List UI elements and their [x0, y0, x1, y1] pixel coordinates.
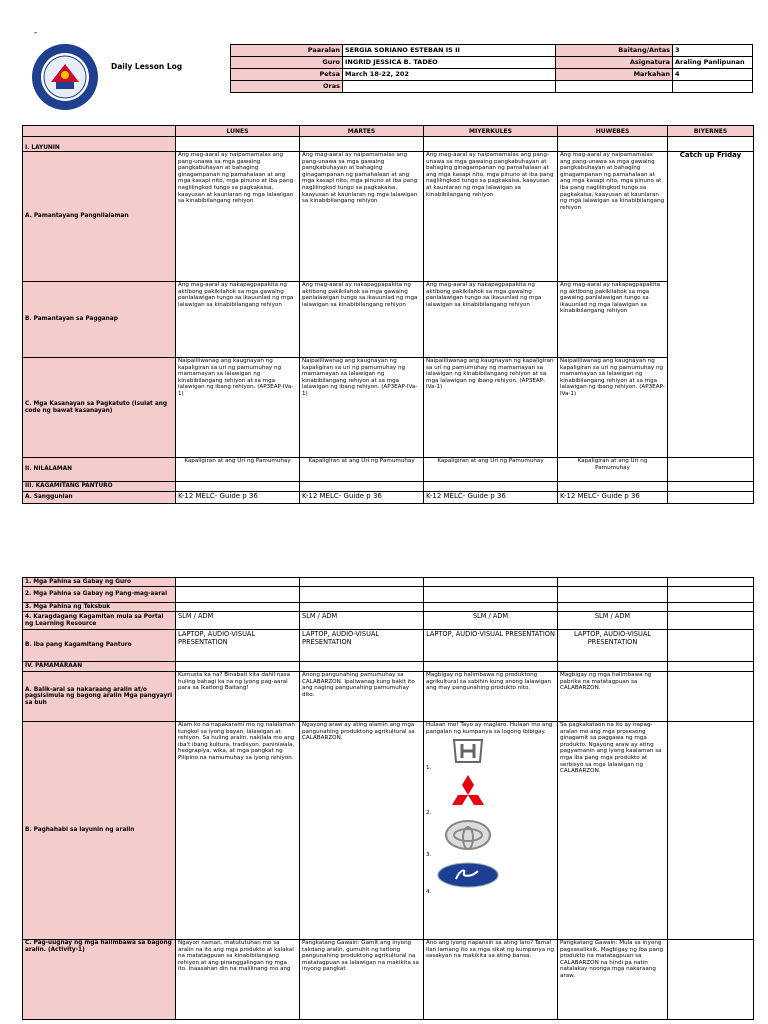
row-label: IV. PAMAMARAAN — [23, 662, 176, 672]
empty-cell — [424, 662, 558, 672]
day-header: LUNES — [176, 126, 300, 137]
corner-cell — [23, 126, 176, 137]
content-cell: Magbigay ng mga halimbawa ng pabrika na matatagpuan sa CALABARZON. — [558, 672, 668, 722]
row-label: B. Iba pang Kagamitang Panturo — [23, 630, 176, 662]
content-cell: Pangkatang Gawain: Mula sa inyong pagsasaliksik, Magbigay ng iba pang produkto na matatagpuan sa CALABARZON na hindi pa natin natalakay noonga mga nakaraang araw. — [558, 940, 668, 1020]
row-label: C. Mga Kasanayan sa Pagkatuto (Isulat ang code ng bawat kasanayan) — [23, 358, 176, 458]
logo-game-cell — [424, 722, 558, 940]
content-cell: Kumusta ka na? Binabati kita dahil nasa huling bahagi ka na ng iyong pag-aaral para sa Ikatlong Baitang! — [176, 672, 300, 722]
date-value: March 18-22, 202 — [343, 69, 556, 81]
quarter-label: Markahan — [556, 69, 673, 81]
empty-cell — [668, 578, 754, 587]
toyota-logo-icon — [434, 818, 502, 852]
grade-label: Baitang/Antas — [556, 45, 673, 57]
empty-cell — [176, 587, 300, 603]
row-label: C. Pag-uugnay ng mga halimbawa sa bagong aralin. (Activity-1) — [23, 940, 176, 1020]
content-cell: Naipaliliwanag ang kaugnayan ng kapaligiran sa uri ng pamumuhay ng mamamayan sa lalawigan ng kinabibilangang rehiyon at sa mga lalawigan ng ibang rehiyon. (AP3EAP-IVa-1) — [300, 358, 424, 458]
empty-cell — [176, 137, 300, 152]
empty-cell — [668, 940, 754, 1020]
empty-cell — [300, 603, 424, 612]
day-header: MIYERKULES — [424, 126, 558, 137]
empty-cell — [668, 458, 754, 482]
empty-cell — [668, 482, 754, 492]
content-cell: Magbigay ng halimbawa ng produktong agrikultural sa sabihin kung anong lalawigan ang may pangunahing produkto nito. — [424, 672, 558, 722]
catch-up-friday: Catch up Friday — [668, 152, 754, 458]
content-cell: Ang mag-aaral ay nakapagpapakita ng aktibong pakikilahok sa mga gawaing panlalawigan tungo sa ikauunlad ng mga lalawigan sa kinabibilangang rehiyon — [424, 282, 558, 358]
row-label: 1. Mga Pahina sa Gabay ng Guro — [23, 578, 176, 587]
empty-cell — [668, 630, 754, 662]
logo-number: 4. — [426, 888, 432, 895]
empty-cell — [673, 81, 753, 93]
teacher-value: INGRID JESSICA B. TADEO — [343, 57, 556, 69]
content-cell: Kapaligiran at ang Uri ng Pamumuhay — [176, 458, 300, 482]
empty-cell — [668, 722, 754, 940]
row-label: B. Pamantayan sa Pagganap — [23, 282, 176, 358]
empty-cell — [176, 662, 300, 672]
content-cell: Naipaliliwanag ang kaugnayan ng kapaligiran sa uri ng pamumuhay ng mamamayan sa lalawigan ng kinabibilangang rehiyon at sa mga lalawigan ng ibang rehiyon. (AP3EAP-IVa-1) — [424, 358, 558, 458]
content-cell: SLM / ADM — [300, 612, 424, 630]
empty-cell — [176, 603, 300, 612]
logo-number: 3. — [426, 852, 432, 859]
time-label: Oras — [231, 81, 343, 93]
content-cell: SLM / ADM — [176, 612, 300, 630]
content-cell: LAPTOP, AUDIO-VISUAL PRESENTATION — [558, 630, 668, 662]
row-label: II. NILALAMAN — [23, 458, 176, 482]
empty-cell — [176, 578, 300, 587]
empty-cell — [300, 137, 424, 152]
quarter-value: 4 — [673, 69, 753, 81]
teacher-label: Guro — [231, 57, 343, 69]
empty-cell — [300, 482, 424, 492]
empty-cell — [668, 662, 754, 672]
empty-cell — [424, 587, 558, 603]
grade-value: 3 — [673, 45, 753, 57]
ford-logo-icon — [434, 861, 502, 889]
deped-seal-icon — [30, 42, 100, 112]
empty-cell — [558, 587, 668, 603]
content-cell: LAPTOP, AUDIO-VISUAL PRESENTATION — [300, 630, 424, 662]
empty-cell — [558, 603, 668, 612]
school-label: Paaralan — [231, 45, 343, 57]
content-cell: Ano ang iyong napansin sa ating laro? Tama! Ilan lamang ito sa mga sikat ng kumpanya ng sasakyan na makikita sa ating bansa. — [424, 940, 558, 1020]
procedures-table — [22, 577, 754, 1020]
empty-cell — [424, 603, 558, 612]
empty-cell — [668, 612, 754, 630]
day-header: HUWEBES — [558, 126, 668, 137]
school-value: SERGIA SORIANO ESTEBAN IS II — [343, 45, 556, 57]
content-cell: Pangkatang Gawain: Gamit ang inyong takdang aralin, gumuhit ng tatlong pangunahing produktong agrikultural na matatagpuan sa lalawigan na makikita sa inyong pangkat — [300, 940, 424, 1020]
content-cell: Ang mag-aaral ay naipamamalas ang pang-unawa sa mga gawaing pangkabuhayan at bahaging ginagampanan ng pamahalaan at ang mga kasapi nito, mga pinuno at iba pang naglilingkod tungo sa pagkakaisa, kaayusan at kaunlaran ng mga lalawigan sa kinabibilangang rehiyon — [424, 152, 558, 282]
content-cell: SLM / ADM — [558, 612, 668, 630]
empty-cell — [424, 137, 558, 152]
content-cell: K-12 MELC- Guide p 36 — [300, 492, 424, 504]
subject-label: Asignatura — [556, 57, 673, 69]
empty-cell — [668, 137, 754, 152]
game-instructions: Hulaan mo! Tayo ay maglaro. Hulaan mo ang pangalan ng kumpanya sa logong ibibigay. — [426, 722, 553, 735]
row-label: B. Paghahabi sa layunin ng aralin — [23, 722, 176, 940]
content-cell: Kapaligiran at ang Uri ng Pamumuhay — [558, 458, 668, 482]
row-label: III. KAGAMITANG PANTURO — [23, 482, 176, 492]
content-cell: Ang mag-aaral ay nakapagpapakita ng aktibong pakikilahok sa mga gawaing panlalawigan tungo sa ikauunlad ng mga lalawigan sa kinabibilangang rehiyon — [558, 282, 668, 358]
section-layunin: I. LAYUNIN — [23, 137, 176, 152]
content-cell: Ang mag-aaral ay nakapagpapakita ng aktibong pakikilahok sa mga gawaing panlalawigan tungo sa ikauunlad ng mga lalawigan sa kinabibilangang rehiyon — [176, 282, 300, 358]
content-cell: Ang mag-aaral ay naipamamalas ang pang-unawa sa mga gawaing pangkabuhayan at bahaging ginagampanan ng pamahalaan at ang mga kasapi nito, mga pinuno at iba pang naglilingkod tungo sa pagkakaisa, kaayusan at kaunlaran ng mga lalawigan sa kinabibilangang rehiyon — [558, 152, 668, 282]
empty-cell — [668, 603, 754, 612]
row-label: A. Sanggunian — [23, 492, 176, 504]
empty-cell — [558, 137, 668, 152]
row-label: 3. Mga Pahina ng Teksbuk — [23, 603, 176, 612]
content-cell: Sa pagkakataon na ito ay napag-aralan mo ang mga prosesong ginagamit sa paggawa ng mga produkto. Ngayong araw ay ating pagyamanin ang iyong kaalaman sa mga iba pang mga produkto at serbisyo sa mga lalawigan ng CALABARZON. — [558, 722, 668, 940]
row-label: A. Balik-aral sa nakaraang aralin at/o pagsisimula ng bagong aralin Mga pangyayri sa buh — [23, 672, 176, 722]
row-label: 4. Karagdagang Kagamitan mula sa Portal ng Learning Resource — [23, 612, 176, 630]
mitsubishi-logo-icon — [434, 774, 502, 810]
content-cell: LAPTOP, AUDIO-VISUAL PRESENTATION — [176, 630, 300, 662]
content-cell: Ang mag-aaral ay nakapagpapakita ng aktibong pakikilahok sa mga gawaing panlalawigan tungo sa ikauunlad ng mga lalawigan sa kinabibilangang rehiyon — [300, 282, 424, 358]
logo-number: 1. — [426, 765, 432, 772]
row-label: A. Pamantayang Pangnilalaman — [23, 152, 176, 282]
empty-cell — [424, 482, 558, 492]
content-cell: LAPTOP, AUDIO-VISUAL PRESENTATION — [424, 630, 558, 662]
content-cell: Naipaliliwanag ang kaugnayan ng kapaligiran sa uri ng pamumuhay ng mamamayan sa lalawigan ng kinabibilangang rehiyon at sa mga lalawigan ng ibang rehiyon. (AP3EAP-IVa-1) — [176, 358, 300, 458]
content-cell: Ang mag-aaral ay naipamamalas ang pang-unawa sa mga gawaing pangkabuhayan at bahaging ginagampanan ng pamahalaan at ang mga kasapi nito, mga pinuno at iba pang naglilingkod tungo sa pagkakaisa, kaayusan at kaunlaran ng mga lalawigan sa kinabibilangang rehiyon — [300, 152, 424, 282]
row-label: 2. Mga Pahina sa Gabay ng Pang-mag-aaral — [23, 587, 176, 603]
honda-logo-icon — [434, 737, 502, 765]
objectives-table — [22, 125, 754, 504]
day-header: MARTES — [300, 126, 424, 137]
corner-mark: - — [34, 28, 38, 38]
empty-cell — [558, 578, 668, 587]
content-cell: Naipaliliwanag ang kaugnayan ng kapaligiran sa uri ng pamumuhay ng mamamayan sa lalawigan ng kinabibilangang rehiyon at sa mga lalawigan ng ibang rehiyon. (AP3EAP-IVa-1) — [558, 358, 668, 458]
content-cell: K-12 MELC- Guide p 36 — [176, 492, 300, 504]
content-cell: Anong pangunahing pamumuhay sa CALABARZON. Ipaliwanag kung bakit ito ang naging pangunahing pamumuhay dito. — [300, 672, 424, 722]
time-value — [343, 81, 556, 93]
logo-number: 2. — [426, 809, 432, 816]
content-cell: Kapaligiran at ang Uri ng Pamumuhay — [424, 458, 558, 482]
header-info-table — [230, 44, 753, 93]
empty-cell — [300, 587, 424, 603]
empty-cell — [668, 492, 754, 504]
content-cell: Kapaligiran at ang Uri ng Pamumuhay — [300, 458, 424, 482]
content-cell: Ang mag-aaral ay naipamamalas ang pang-unawa sa mga gawaing pangkabuhayan at bahaging ginagampanan ng pamahalaan at ang mga kasapi nito, mga pinuno at iba pang naglilingkod tungo sa pagkakaisa, kaayusan at kaunlaran ng mga lalawigan sa kinabibilangang rehiyon — [176, 152, 300, 282]
empty-cell — [668, 672, 754, 722]
empty-cell — [300, 578, 424, 587]
empty-cell — [558, 482, 668, 492]
empty-cell — [176, 482, 300, 492]
content-cell: Ngayong araw ay ating alamin ang mga pangunahing produktong agrikultural sa CALABARZON. — [300, 722, 424, 940]
content-cell: Alam ko na napakarami mo ng nalalaman tungkol sa iyong bayan, lalawigan at rehiyon. Sa huling aralin, nakilala mo ang iba't ibang kultura, tradisyon, paniniwala, heograpiya, wika, at mga pangkat ng Pilipino na namumuhay sa iyong rehiyon. — [176, 722, 300, 940]
empty-cell — [300, 662, 424, 672]
content-cell: Ngayon naman, matututuhan mo sa aralin na ito ang mga produkto at kalakal na matatagpuan sa kinabibilangang rehiyon at ang pinanggalingan ng mga ito. Inaasahan din na malilinang mo ang — [176, 940, 300, 1020]
content-cell: K-12 MELC- Guide p 36 — [558, 492, 668, 504]
empty-cell — [424, 578, 558, 587]
day-header: BIYERNES — [668, 126, 754, 137]
empty-cell — [668, 587, 754, 603]
empty-cell — [558, 662, 668, 672]
subject-value: Araling Panlipunan — [673, 57, 753, 69]
empty-cell — [556, 81, 673, 93]
date-label: Petsa — [231, 69, 343, 81]
content-cell: SLM / ADM — [424, 612, 558, 630]
document-title: Daily Lesson Log — [111, 62, 183, 71]
content-cell: K-12 MELC- Guide p 36 — [424, 492, 558, 504]
